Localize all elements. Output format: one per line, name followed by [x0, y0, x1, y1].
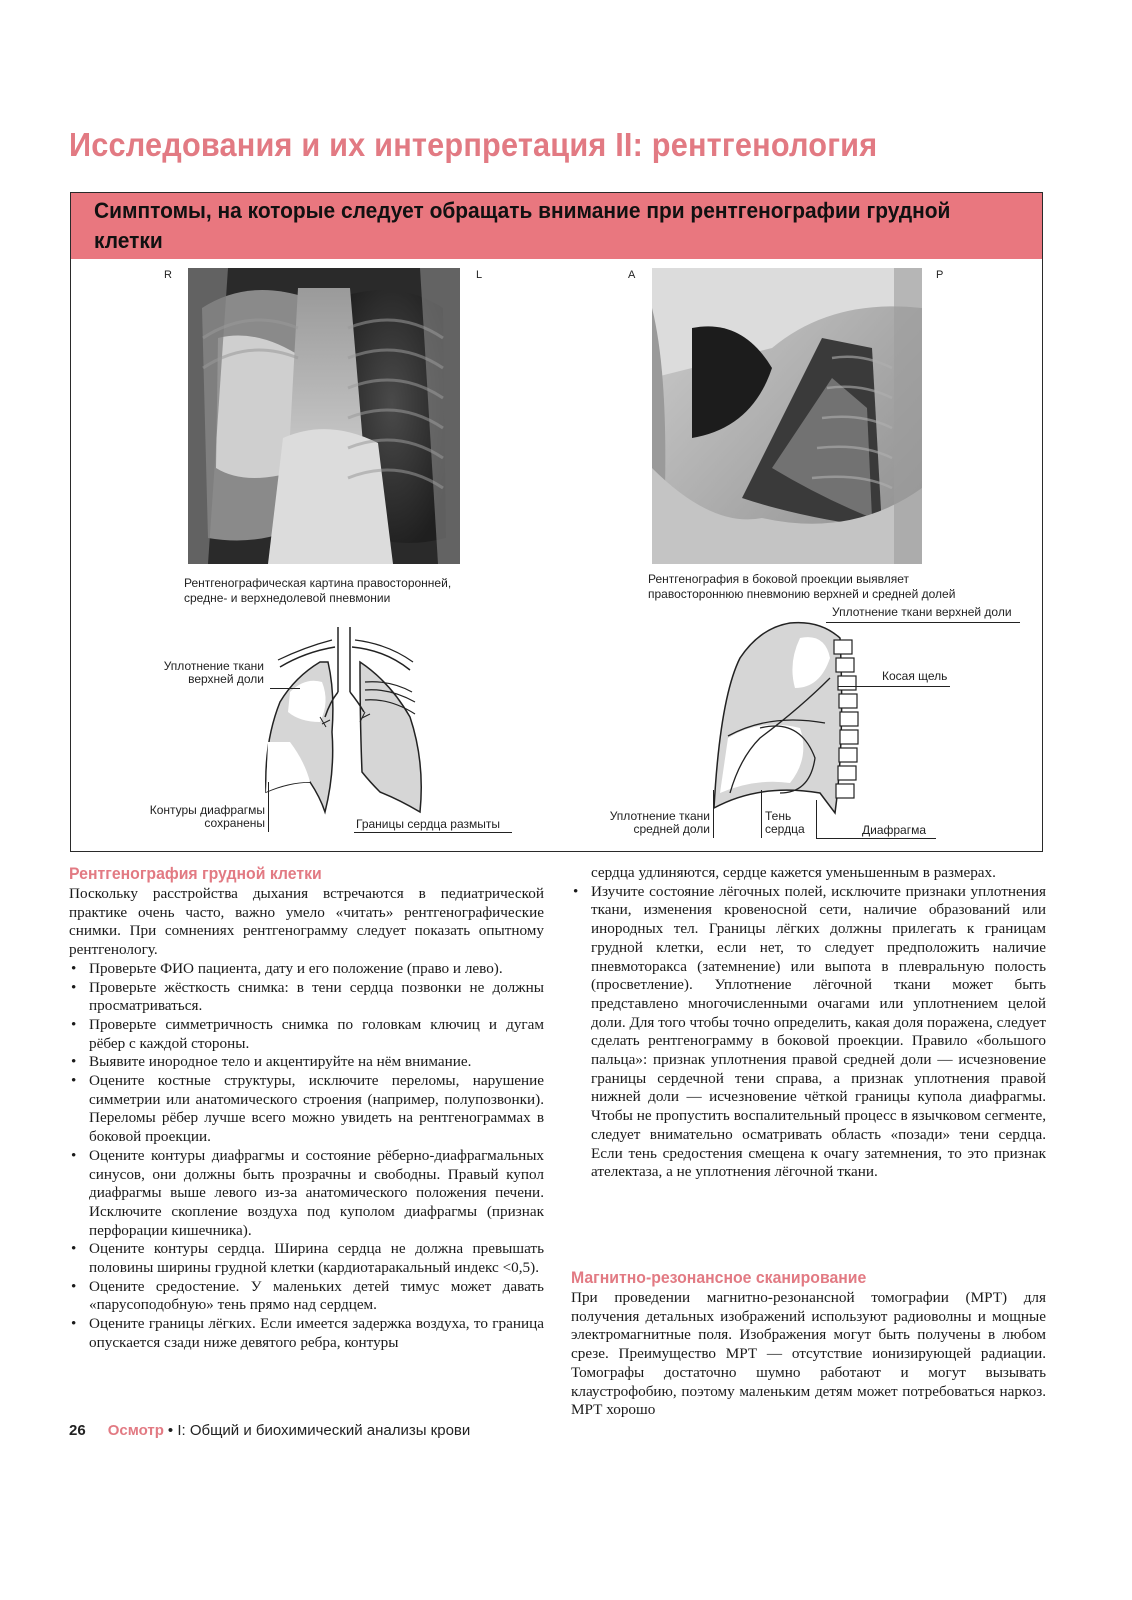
leader-upper-lobe [270, 688, 300, 689]
label-middle-lobe-line2: средней доли [633, 822, 710, 836]
leader-diaphragm-right [816, 800, 817, 838]
label-upper-lobe-line1: Уплотнение ткани [163, 659, 264, 673]
left-column [69, 885, 544, 1353]
right-column [571, 864, 1046, 1182]
label-upper-lobe-line2: верхней доли [188, 672, 264, 686]
label-diaphragm-left [141, 804, 265, 830]
section2-text: При проведении магнитно-резонансной томографии (МРТ) для получения детальных изображений используют радиоволны и мощные электромагнитные поля. Изображения могут быть получены в любом срезе. Преимущество МРТ — отсутствие ионизирующей радиации. Томографы достаточно шумно работают и могут вызывать клаустрофобию, поэтому маленьким детям может потребоваться наркоз. МРТ хорошо [571, 1289, 1046, 1419]
label-upper-lobe-lateral: Уплотнение ткани верхней доли [832, 605, 1012, 619]
label-middle-lobe-line1: Уплотнение ткани [609, 809, 710, 823]
leader-upper-lobe-lateral [826, 622, 1020, 623]
leader-diaphragm-right-h [816, 838, 936, 839]
right-caption: Рентгенография в боковой проекции выявляет правостороннюю пневмонию верхней и средней долей [648, 572, 956, 601]
list-item: • Проверьте симметричность снимка по головкам ключиц и дугам рёбер с каждой стороны. [69, 1016, 544, 1053]
page-title: Исследования и их интерпретация II: рентгенология [69, 126, 878, 163]
label-diaphragm-left-line2: сохранены [204, 816, 265, 830]
marker-p: P [936, 269, 944, 281]
list-item: • Оцените границы лёгких. Если имеется задержка воздуха, то граница опускается сзади ниже девятого ребра, контуры [69, 1315, 544, 1352]
label-heart-shadow-line1: Тень [765, 809, 792, 823]
section-heading-xray: Рентгенография грудной клетки [69, 864, 322, 883]
footer-section: Осмотр [107, 1422, 164, 1439]
label-oblique-fissure: Косая щель [882, 669, 948, 683]
section1-bullets [69, 960, 544, 1353]
leader-diaphragm-left [268, 782, 269, 832]
page-number: 26 [69, 1422, 86, 1439]
section-heading-mri: Магнитно-резонансное сканирование [571, 1268, 867, 1287]
mri-column [571, 1289, 1046, 1420]
left-caption: Рентгенографическая картина правосторонней, средне- и верхнедолевой пневмонии [184, 576, 452, 605]
marker-l: L [476, 269, 483, 281]
label-heart-shadow [765, 810, 805, 836]
leader-heart-border [354, 832, 512, 833]
label-heart-shadow-line2: сердца [765, 822, 805, 836]
leader-oblique-fissure [838, 686, 950, 687]
list-item: • Оцените костные структуры, исключите переломы, нарушение симметрии или анатомического строения (например, полупозвонки). Переломы рёбер лучше всего можно увидеть на рентгенограммах в боковой проекции. [69, 1072, 544, 1147]
marker-a: A [628, 269, 636, 281]
list-item: • Проверьте ФИО пациента, дату и его положение (право и лево). [69, 960, 544, 979]
frontal-xray-image [188, 268, 460, 564]
leader-middle-lobe [713, 790, 714, 838]
frontal-lung-diagram [250, 622, 450, 832]
list-item: • Выявите инородное тело и акцентируйте на нём внимание. [69, 1053, 544, 1072]
lateral-lung-diagram [700, 618, 880, 828]
label-diaphragm-left-line1: Контуры диафрагмы [149, 803, 265, 817]
list-item: • Оцените контуры диафрагмы и состояние рёберно-диафрагмальных синусов, они должны быть прозрачны и свободны. Правый купол диафрагмы выше левого из-за анатомического положения печени. Исключите скопление воздуха под куполом диафрагмы (признак перфорации кишечника). [69, 1147, 544, 1241]
footer-chapter: • I: Общий и биохимический анализы крови [167, 1422, 471, 1439]
continuation-text: сердца удлиняются, сердце кажется уменьшенным в размерах. [591, 864, 996, 881]
right-bullets [571, 883, 1046, 1182]
list-item: • Оцените средостение. У маленьких детей тимус может давать «парусоподобную» тень прямо над сердцем. [69, 1278, 544, 1315]
marker-r: R [164, 269, 172, 281]
list-item: • Изучите состояние лёгочных полей, исключите признаки уплотнения ткани, изменения кровеносной сети, наличие образований или инородных тел. Границы лёгких должны прилегать к границам грудной клетки, если нет, то следует предположить наличие пневмоторакса (затемнение) или выпота в плевральную полость (просветление). Уплотнение лёгочной ткани может быть представлено многочисленными очагами или уплотнением целой доли. Для того чтобы точно определить, какая доля поражена, следует сделать рентгенограмму в боковой проекции. Правило «большого пальца»: признак уплотнения правой средней доли — исчезновение границы сердечной тени справа, а признак уплотнения правой нижней доли — исчезновение чёткой границы купола диафрагмы. Чтобы не пропустить воспалительный процесс в язычковом сегменте, следует внимательно осматривать область «позади» тени сердца. Если тень средостения смещена к очагу затемнения, то это признак ателектаза, а не уплотнения лёгочной ткани. [571, 883, 1046, 1182]
lateral-xray-image [652, 268, 922, 564]
list-item: • Проверьте жёсткость снимка: в тени сердца позвонки не должны просматриваться. [69, 979, 544, 1016]
label-upper-lobe [160, 660, 264, 686]
label-middle-lobe [600, 810, 710, 836]
leader-heart-shadow [761, 790, 762, 838]
section1-intro: Поскольку расстройства дыхания встречаются в педиатрической практике очень часто, важно умело «читать» рентгенографические снимки. При сомнениях рентгенограмму следует показать опытному рентгенологу. [69, 885, 544, 959]
list-item: • Оцените контуры сердца. Ширина сердца не должна превышать половины ширины грудной клетки (кардиотаракальный индекс <0,5). [69, 1240, 544, 1277]
label-heart-border: Границы сердца размыты [356, 817, 500, 831]
page-footer [69, 1422, 470, 1439]
figure-header: Симптомы, на которые следует обращать внимание при рентгенографии грудной клетки [94, 198, 951, 253]
label-diaphragm-right: Диафрагма [862, 823, 927, 837]
